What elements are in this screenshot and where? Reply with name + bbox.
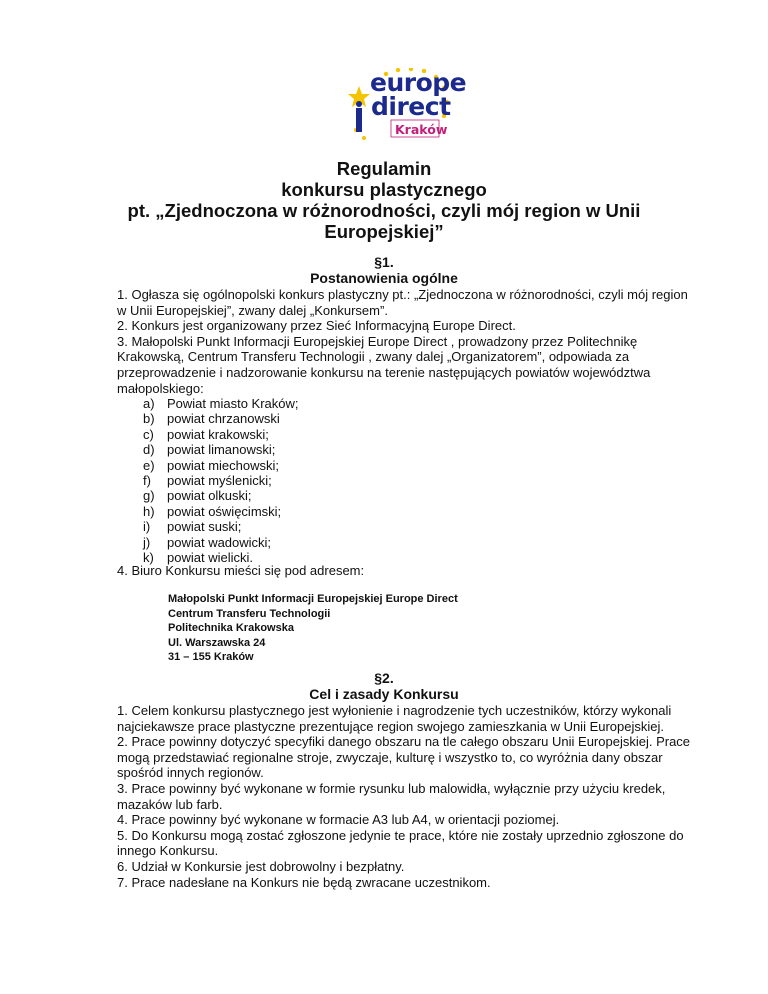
list-item: e) powiat miechowski; xyxy=(143,457,279,473)
s1-p3-line4: małopolskiego: xyxy=(117,380,204,396)
list-item: h) powiat oświęcimski; xyxy=(143,503,282,519)
section-1-number: §1. xyxy=(374,254,394,270)
s2-line: 5. Do Konkursu mogą zostać zgłoszone jedynie te prace, które nie zostały uprzednio zgłoszone do xyxy=(117,827,684,843)
s2-line: 3. Prace powinny być wykonane w formie rysunku lub malowidła, wyłącznie przy użyciu kredek, xyxy=(117,780,666,796)
section-1-paragraphs xyxy=(117,287,687,396)
s2-line: 7. Prace nadesłane na Konkurs nie będą zwracane uczestnikom. xyxy=(117,874,491,890)
s2-line: mogą przedstawiać regionalne stroje, zwyczaje, kulturę i wszystko to, co wyróżnia dany obszar xyxy=(117,749,663,765)
section-1-p4 xyxy=(117,563,687,579)
section-1-heading: Postanowienia ogólne xyxy=(310,270,458,286)
logo-word-europe: europe xyxy=(370,68,467,97)
office-address xyxy=(168,592,458,665)
s2-line: 2. Prace powinny dotyczyć specyfiki danego obszaru na tle całego obszaru Unii Europejskiej. Prace xyxy=(117,734,691,750)
s1-p3-line1: 3. Małopolski Punkt Informacji Europejskiej Europe Direct , prowadzony przez Politechnikę xyxy=(117,333,638,349)
list-item: d) powiat limanowski; xyxy=(143,442,276,458)
s1-p4: 4. Biuro Konkursu mieści się pod adresem: xyxy=(117,563,365,578)
list-item: b) powiat chrzanowski xyxy=(143,411,280,427)
s2-line: mazaków lub farb. xyxy=(117,796,223,812)
district-list xyxy=(143,396,299,565)
title-line-2: konkursu plastycznego xyxy=(281,179,487,200)
list-item: j) powiat wadowicki; xyxy=(143,534,272,550)
s1-p1-line2: w Unii Europejskiej”, zwany dalej „Konkursem”. xyxy=(117,302,388,318)
title-line-4: Europejskiej” xyxy=(324,221,444,242)
s1-p1-line1: 1. Ogłasza się ogólnopolski konkurs plastyczny pt.: „Zjednoczona w różnorodności, czyli mój region xyxy=(117,287,688,302)
s2-line: najciekawsze prace plastyczne prezentujące region swojego zamieszkania w Unii Europejskiej. xyxy=(117,718,664,734)
address-line-3: Politechnika Krakowska xyxy=(168,622,294,634)
s1-p3-line2: Krakowską, Centrum Transferu Technologii , zwany dalej „Organizatorem”, odpowiada za xyxy=(117,349,630,365)
europe-direct-logo xyxy=(348,68,468,148)
list-item: k) powiat wielicki. xyxy=(143,549,253,565)
s2-line: 6. Udział w Konkursie jest dobrowolny i bezpłatny. xyxy=(117,858,405,874)
list-item: a) Powiat miasto Kraków; xyxy=(143,396,299,411)
list-item: g) powiat olkuski; xyxy=(143,488,252,504)
title-line-3: pt. „Zjednoczona w różnorodności, czyli mój region w Unii xyxy=(127,200,641,221)
address-line-5: 31 – 155 Kraków xyxy=(168,651,254,663)
s2-line: 1. Celem konkursu plastycznego jest wyłonienie i nagrodzenie tych uczestników, którzy wykonali xyxy=(117,703,672,718)
section-2-paragraphs xyxy=(117,703,691,890)
list-item: i) powiat suski; xyxy=(143,519,242,535)
address-line-1: Małopolski Punkt Informacji Europejskiej Europe Direct xyxy=(168,593,458,605)
s1-p3-line3: przeprowadzenie i nadzorowanie konkursu na terenie następujących powiatów województwa xyxy=(117,364,651,380)
list-item: f) powiat myślenicki; xyxy=(143,472,272,488)
section-2-heading: Cel i zasady Konkursu xyxy=(309,686,459,702)
address-line-4: Ul. Warszawska 24 xyxy=(168,636,266,649)
s2-line: 4. Prace powinny być wykonane w formacie A3 lub A4, w orientacji poziomej. xyxy=(117,812,560,828)
s1-p2: 2. Konkurs jest organizowany przez Sieć Informacyjną Europe Direct. xyxy=(117,318,516,334)
s2-line: spośród innych regionów. xyxy=(117,765,264,781)
address-line-2: Centrum Transferu Technologii xyxy=(168,607,331,620)
document-title xyxy=(80,158,688,242)
s2-line: innego Konkursu. xyxy=(117,843,219,859)
section-2-number: §2. xyxy=(374,670,394,686)
list-item: c) powiat krakowski; xyxy=(143,426,269,442)
title-line-1: Regulamin xyxy=(336,158,432,179)
logo-city-krakow: Kraków xyxy=(395,122,448,137)
logo-word-direct: direct xyxy=(371,92,451,121)
